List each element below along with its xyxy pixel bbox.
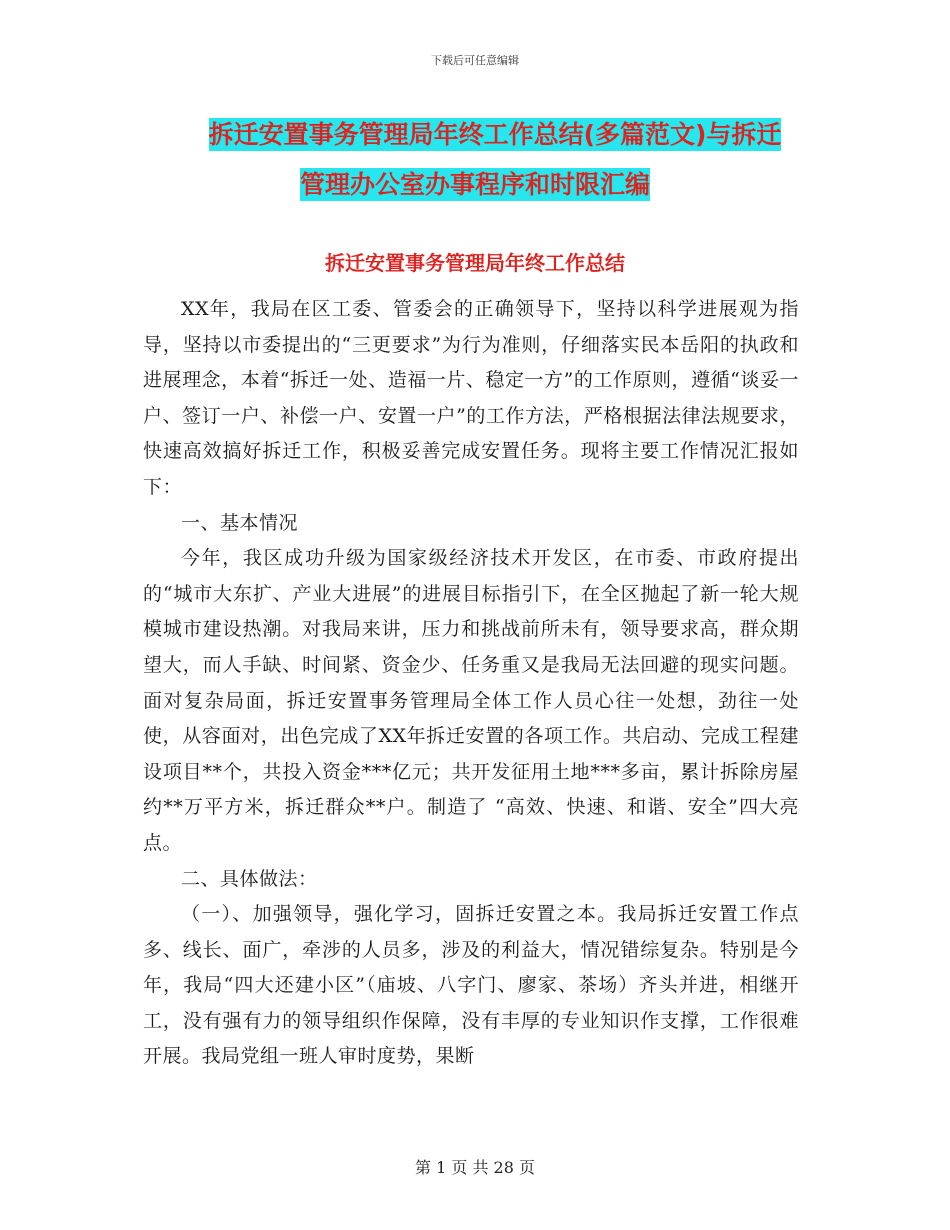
page-footer: 第 1 页 共 28 页	[415, 1158, 535, 1177]
paragraph-intro: XX年，我局在区工委、管委会的正确领导下，坚持以科学进展观为指导，坚持以市委提出的“三更要求”为行为准则，仔细落实民本岳阳的执政和进展理念，本着“拆迁一处、造福一片、稳定一方”的工作原则，遵循“谈妥一户、签订一户、补偿一户、安置一户”的工作方法，严格根据法律法规要求，快速高效搞好拆迁工作，积极妥善完成安置任务。现将主要工作情况汇报如下：	[143, 298, 799, 498]
heading-specific-methods: 二、具体做法：	[181, 867, 318, 890]
paragraph-basic-situation: 今年，我区成功升级为国家级经济技术开发区，在市委、市政府提出的“城市大东扩、产业大进展”的进展目标指引下，在全区抛起了新一轮大规模城市建设热潮。对我局来讲，压力和挑战前所未有，领导要求高，群众期望大，而人手缺、时间紧、资金少、任务重又是我局无法回避的现实问题。面对复杂局面，拆迁安置事务管理局全体工作人员心往一处想，劲往一处使，从容面对，出色完成了XX年拆迁安置的各项工作。共启动、完成工程建设项目**个，共投入资金***亿元；共开发征用土地***多亩，累计拆除房屋约**万平方米，拆迁群众**户。制造了 “高效、快速、和谐、安全”四大亮点。	[143, 547, 799, 854]
document-title-line-1: 拆迁安置事务管理局年终工作总结(多篇范文)与拆迁	[208, 120, 782, 149]
document-title-line-2: 管理办公室办事程序和时限汇编	[299, 170, 650, 199]
heading-basic-situation: 一、基本情况	[181, 511, 299, 534]
document-title	[0, 110, 950, 210]
paragraph-specific-methods-1: （一）、加强领导，强化学习，固拆迁安置之本。我局拆迁安置工作点多、线长、面广，牵涉的人员多，涉及的利益大，情况错综复杂。特别是今年，我局“四大还建小区”（庙坡、八字门、廖家、茶场）齐头并进，相继开工，没有强有力的领导组织作保障，没有丰厚的专业知识作支撑，工作很难开展。我局党组一班人审时度势，果断	[143, 903, 799, 1068]
section-title: 拆迁安置事务管理局年终工作总结	[325, 251, 625, 275]
body-text	[143, 292, 799, 1075]
page-header-note: 下载后可任意编辑	[431, 54, 519, 67]
